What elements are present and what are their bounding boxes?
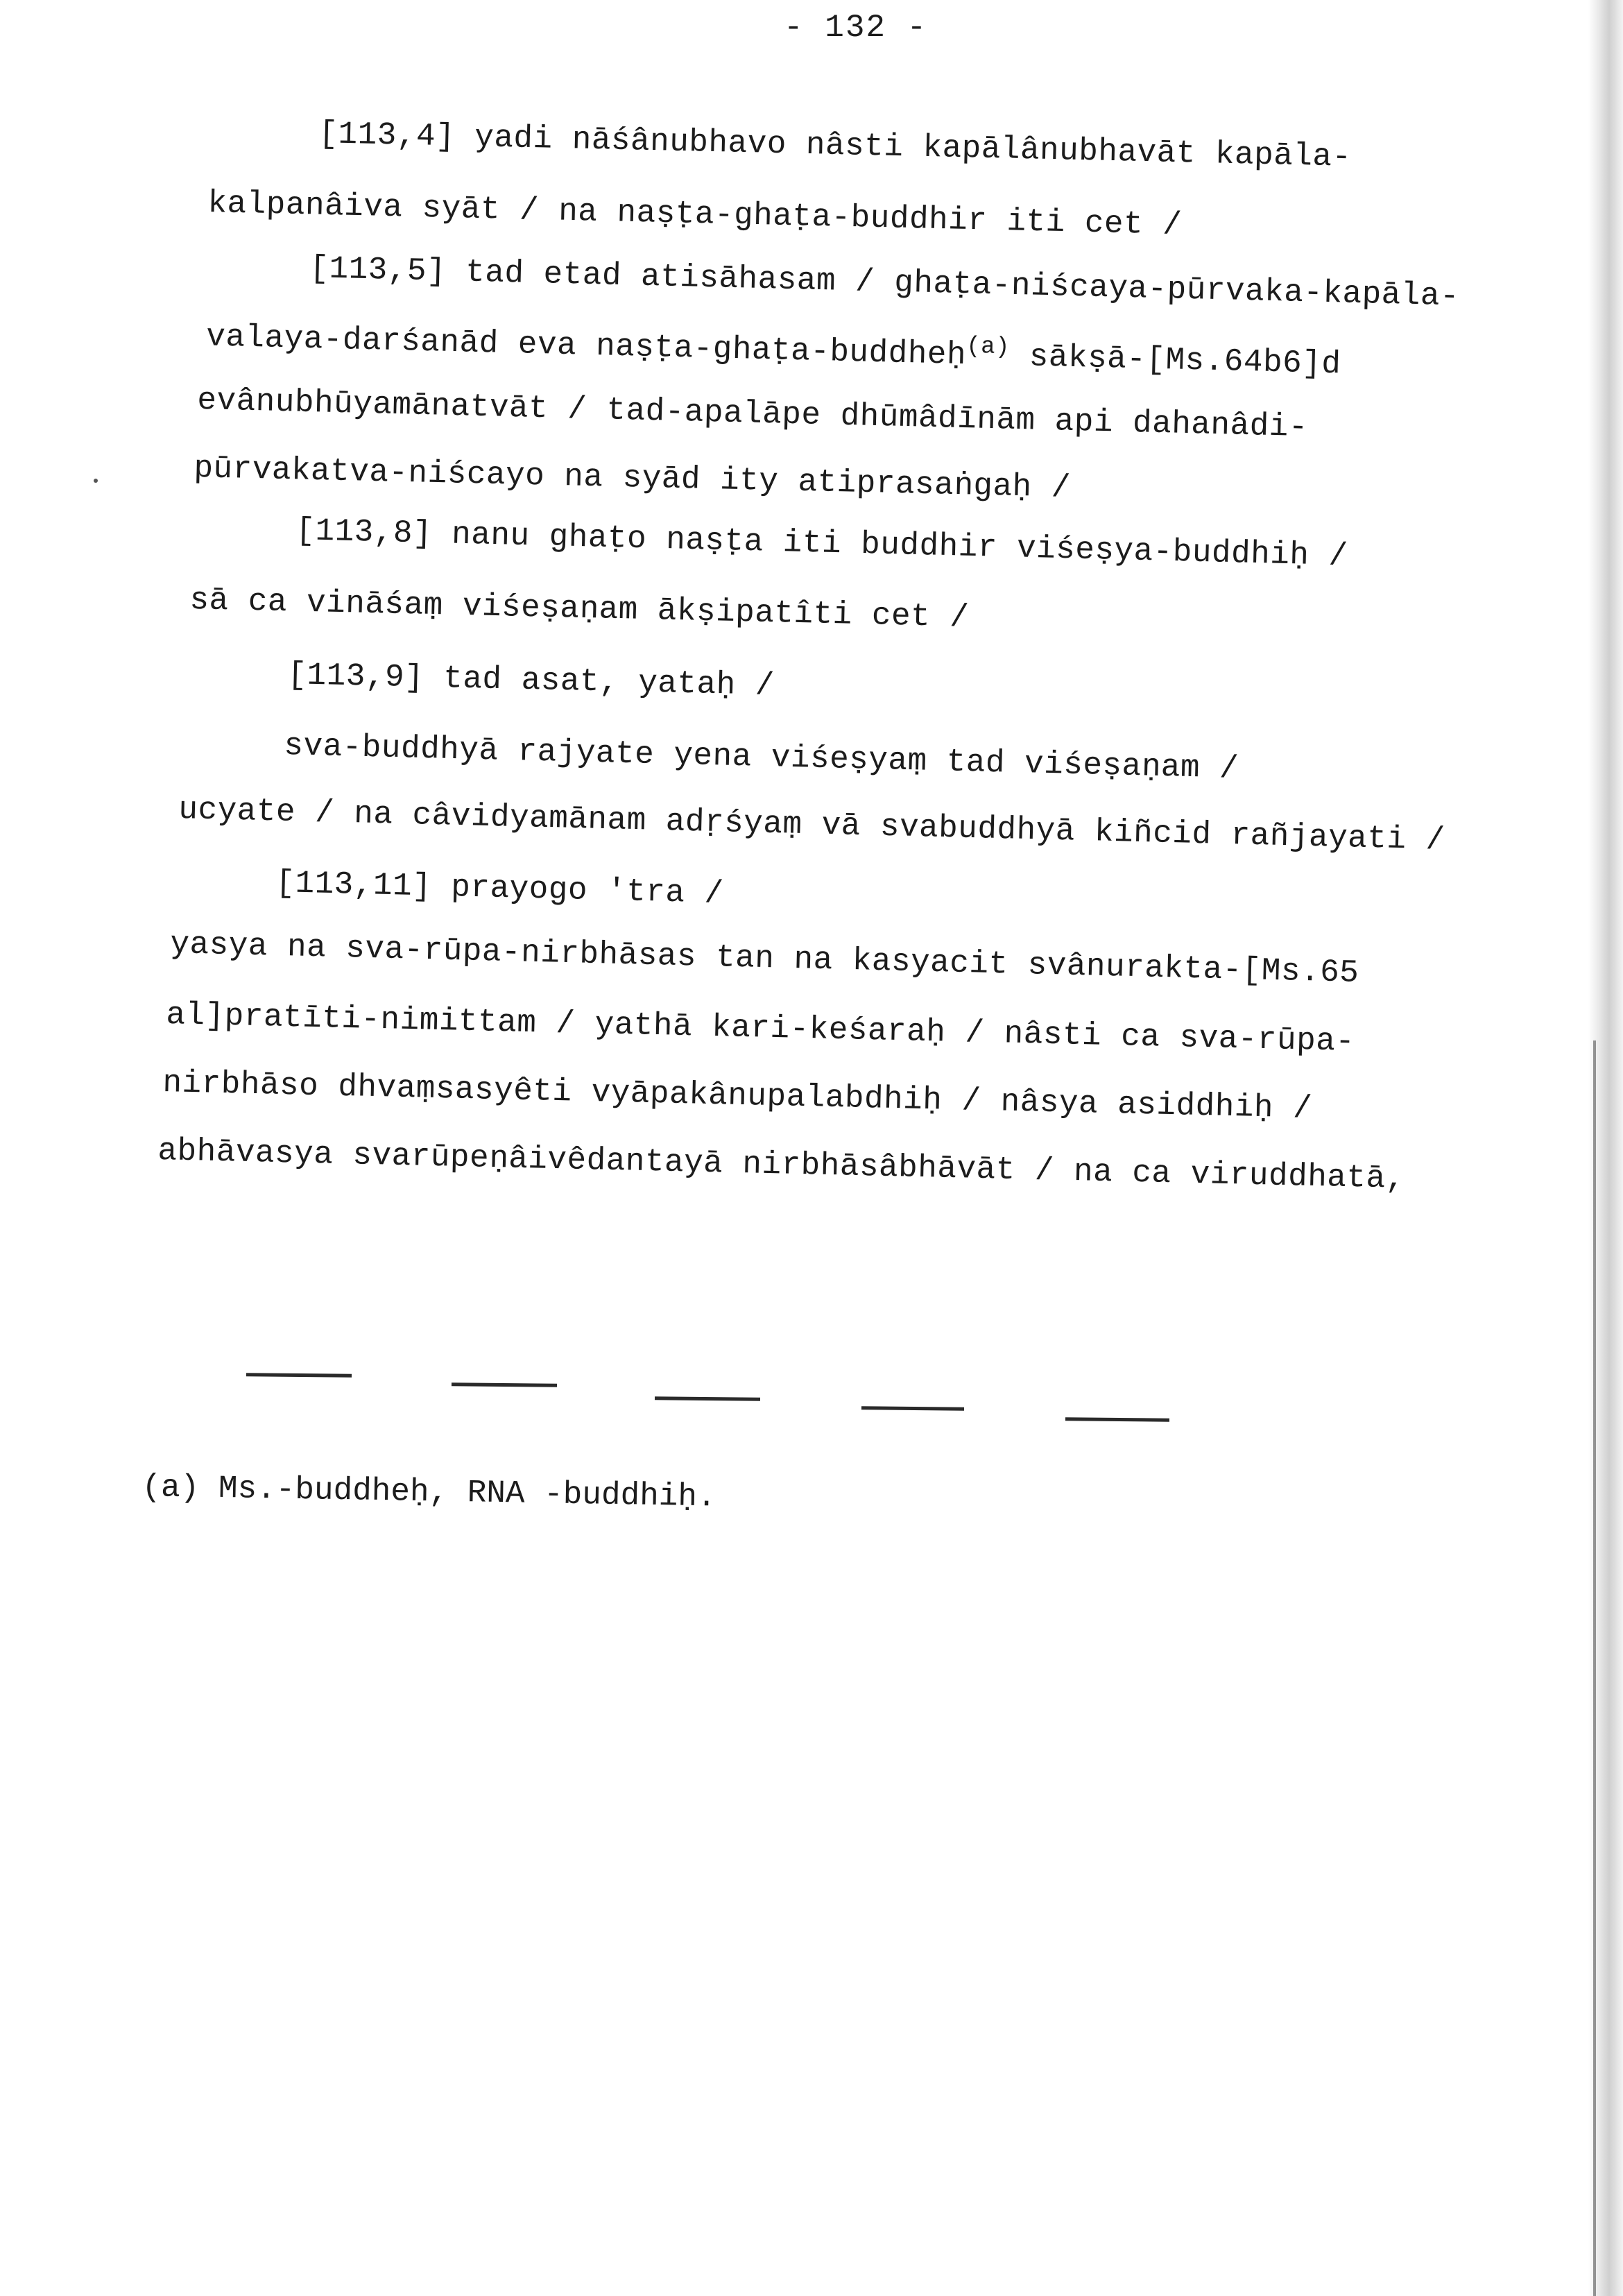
text-line: [113,4] yadi nāśânubhavo nâsti kapālânubhavāt kapāla- <box>318 116 1352 175</box>
text-line: abhāvasya svarūpeṇâivêdantayā nirbhāsâbhāvāt / na ca viruddhatā, <box>157 1133 1406 1197</box>
separator-dash <box>861 1406 964 1411</box>
text-line: [113,5] tad etad atisāhasam / ghaṭa-niścaya-pūrvaka-kapāla- <box>309 250 1460 315</box>
text-line <box>205 316 1342 383</box>
text-line: [113,8] nanu ghaṭo naṣṭa iti buddhir viśeṣya-buddhiḥ / <box>295 513 1349 575</box>
separator-dash <box>452 1382 557 1387</box>
text-line: yasya na sva-rūpa-nirbhāsas tan na kasyacit svânurakta-[Ms.65 <box>169 926 1359 991</box>
scan-speck <box>94 479 98 483</box>
text-line: ucyate / na câvidyamānam adṛśyaṃ vā svabuddhyā kiñcid rañjayati / <box>178 791 1446 859</box>
footnote-marker: (a) <box>965 333 1011 361</box>
text-line: sā ca vināśaṃ viśeṣaṇam ākṣipatîti cet / <box>189 582 970 636</box>
text-line: [113,9] tad asat, yataḥ / <box>286 657 775 704</box>
text-line: kalpanâiva syāt / na naṣṭa-ghaṭa-buddhir iti cet / <box>207 185 1183 243</box>
text-line: pūrvakatva-niścayo na syād ity atiprasaṅgaḥ / <box>193 450 1072 506</box>
text-line: nirbhāso dhvaṃsasyêti vyāpakânupalabdhiḥ / nâsya asiddhiḥ / <box>162 1065 1313 1127</box>
separator-dash <box>655 1396 760 1401</box>
page-number: - 132 - <box>784 10 928 46</box>
text-line: [113,11] prayogo 'tra / <box>275 865 725 912</box>
text-segment: sākṣā-[Ms.64b6]d <box>1009 338 1342 383</box>
text-segment: valaya-darśanād eva naṣṭa-ghaṭa-buddheḥ <box>205 318 967 374</box>
text-line: evânubhūyamānatvāt / tad-apalāpe dhūmâdīnām api dahanâdi- <box>196 382 1309 446</box>
footnote: (a) Ms.-buddheḥ, RNA -buddhiḥ. <box>141 1469 717 1516</box>
text-line: sva-buddhyā rajyate yena viśeṣyaṃ tad viśeṣaṇam / <box>283 728 1239 787</box>
scan-edge-line <box>1593 1040 1596 2296</box>
separator-dash <box>246 1373 352 1378</box>
separator-dash <box>1065 1417 1169 1422</box>
text-line: al]pratīti-nimittam / yathā kari-keśaraḥ / nâsti ca sva-rūpa- <box>165 997 1356 1060</box>
